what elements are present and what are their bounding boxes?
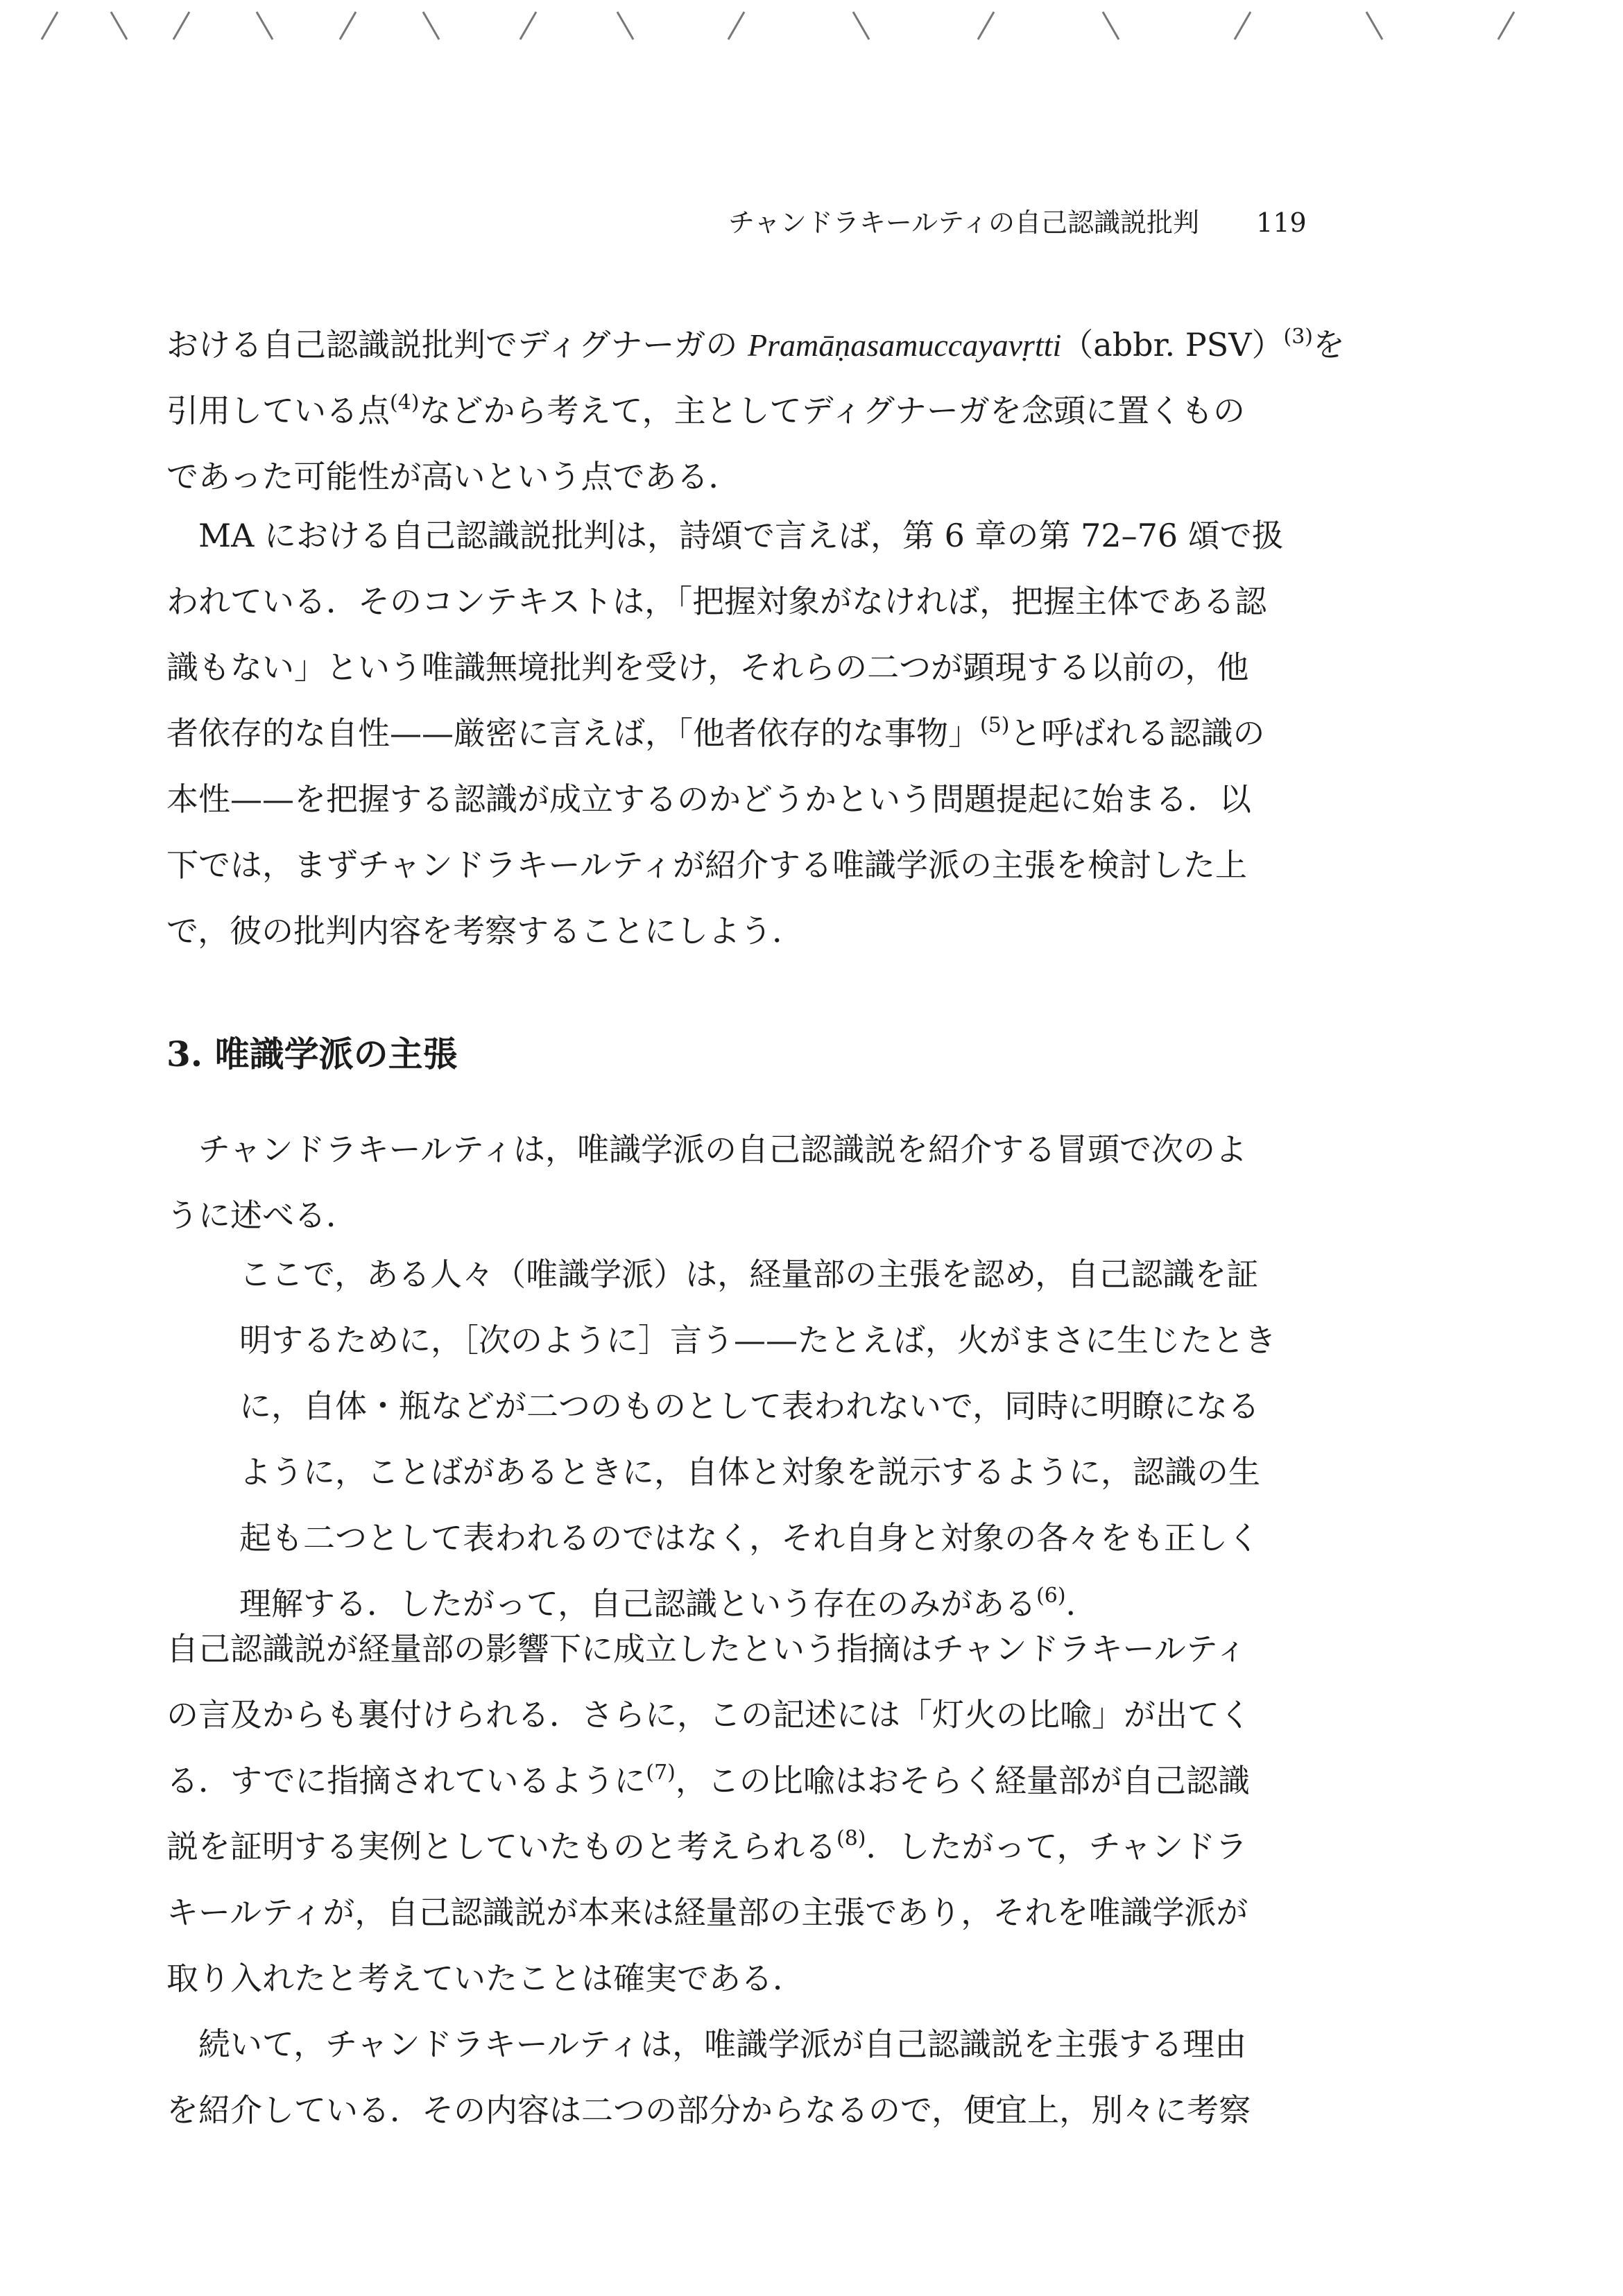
- paragraph-5: [166, 2012, 1391, 2143]
- footnote-ref: (6): [1036, 1584, 1066, 1608]
- text-span: 者依存的な自性——厳密に言えば，「他者依存的な事物」: [166, 714, 980, 752]
- text-span: ．したがって，チャンドラ: [866, 1828, 1248, 1865]
- block-quotation: [239, 1242, 1391, 1637]
- section-heading: 3. 唯識学派の主張: [166, 1034, 458, 1074]
- running-header: [728, 201, 1307, 239]
- text-span: おける自己認識説批判でディグナーガの: [166, 326, 748, 363]
- text-line: キールティが，自己認識説が本来は経量部の主張であり，それを唯識学派が: [166, 1894, 1248, 1931]
- text-line: であった可能性が高いという点である．: [166, 458, 741, 495]
- text-line: 取り入れたと考えていたことは確実である．: [166, 1960, 805, 1997]
- text-line: うに述べる．: [166, 1197, 358, 1234]
- text-line: 自己認識説が経量部の影響下に成立したという指摘はチャンドラキールティ: [166, 1630, 1248, 1668]
- text-line: [166, 701, 1391, 766]
- text-span: 引用している点: [166, 392, 390, 429]
- work-title: Pramāṇasamuccayavṛtti: [748, 327, 1062, 363]
- footnote-ref: (5): [980, 713, 1010, 737]
- text-span: と呼ばれる認識の: [1009, 714, 1265, 752]
- text-line: 明するために，［次のように］言う——たとえば，火がまさに生じたとき: [239, 1321, 1276, 1359]
- footnote-ref: (4): [390, 391, 420, 415]
- paragraph-4: [166, 1616, 1391, 2012]
- text-line: 本性——を把握する認識が成立するのかどうかという問題提起に始まる．以: [166, 780, 1251, 818]
- text-line: われている．そのコンテキストは，「把握対象がなければ，把握主体である認: [166, 583, 1267, 620]
- text-line: [166, 1748, 1391, 1814]
- text-line: 下では，まずチャンドラキールティが紹介する唯識学派の主張を検討した上: [166, 846, 1248, 884]
- text-span: る．すでに指摘されているように: [166, 1762, 646, 1799]
- text-line: を紹介している．その内容は二つの部分からなるので，便宜上，別々に考察: [166, 2091, 1251, 2129]
- text-line: [166, 1814, 1391, 1880]
- text-span: ，この比喩はおそらく経量部が自己認識: [675, 1762, 1250, 1799]
- text-span: ．: [1065, 1585, 1098, 1622]
- text-line: の言及からも裏付けられる．さらに，この記述には「灯火の比喩」が出てく: [166, 1696, 1251, 1733]
- footnote-ref: (3): [1283, 325, 1313, 349]
- text-span: を: [1312, 326, 1345, 363]
- text-line: 識もない」という唯識無境批判を受け，それらの二つが顕現する以前の，他: [166, 649, 1249, 686]
- page-number: 119: [1256, 207, 1307, 238]
- footnote-ref: (7): [646, 1760, 676, 1785]
- text-line: MA における自己認識説批判は，詩頌で言えば，第 6 章の第 72–76 頌で扱: [198, 517, 1284, 554]
- paragraph-3: [166, 1117, 1391, 1249]
- paragraph-1: [166, 312, 1391, 510]
- text-line: [166, 378, 1391, 444]
- text-line: 起も二つとして表われるのではなく，それ自身と対象の各々をも正しく: [239, 1519, 1260, 1557]
- text-line: に，自体・瓶などが二つのものとして表われないで，同時に明瞭になる: [239, 1387, 1260, 1425]
- text-line: チャンドラキールティは，唯識学派の自己認識説を紹介する冒頭で次のよ: [198, 1131, 1248, 1168]
- text-span: などから考えて，主としてディグナーガを念頭に置くもの: [419, 392, 1245, 429]
- footnote-ref: (8): [836, 1826, 866, 1851]
- text-line: ここで，ある人々（唯識学派）は，経量部の主張を認め，自己認識を証: [239, 1256, 1259, 1293]
- paragraph-2: [166, 503, 1391, 964]
- text-span: （abbr. PSV）: [1061, 326, 1284, 363]
- running-title: チャンドラキールティの自己認識説批判: [728, 207, 1200, 238]
- text-line: 続いて，チャンドラキールティは，唯識学派が自己認識説を主張する理由: [198, 2025, 1247, 2063]
- text-line: ように，ことばがあるときに，自体と対象を説示するように，認識の生: [239, 1453, 1260, 1491]
- text-line: [166, 312, 1391, 378]
- text-span: 理解する．したがって，自己認識という存在のみがある: [239, 1585, 1037, 1622]
- text-line: で，彼の批判内容を考察することにしよう．: [166, 912, 805, 950]
- text-span: 説を証明する実例としていたものと考えられる: [166, 1828, 836, 1865]
